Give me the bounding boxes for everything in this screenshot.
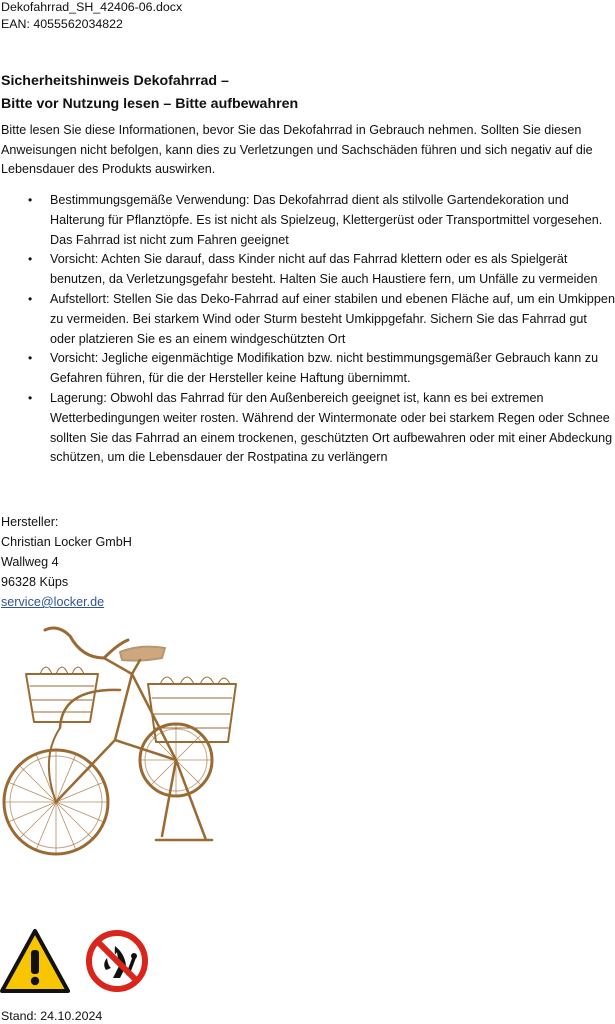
bullet-icon: •: [28, 390, 33, 405]
manufacturer-label: Hersteller:: [1, 515, 59, 529]
intro-paragraph: Bitte lesen Sie diese Informationen, bevor Sie das Dekofahrrad in Gebrauch nehmen. Sollten Sie diesen Anweisungen nicht befolgen, kann dies zu Verletzungen und Sachschäden führen und sich negativ auf die Lebensdauer des Produkts auswirken.: [1, 123, 593, 176]
title-line-1: Sicherheitshinweis Dekofahrrad –: [1, 73, 229, 89]
manufacturer-address: [1, 512, 132, 612]
document-filename: Dekofahrrad_SH_42406-06.docx: [1, 0, 183, 14]
list-item-text: Bestimmungsgemäße Verwendung: Das Dekofahrrad dient als stilvolle Gartendekoration und Halterung für Pflanztöpfe. Es ist nicht als Spielzeug, Klettergerüst oder Transportmittel vorgesehen. Das Fahrrad ist nicht zum Fahren geeignet: [50, 193, 603, 247]
ean-number: EAN: 4055562034822: [1, 17, 123, 31]
list-item-text: Vorsicht: Achten Sie darauf, dass Kinder nicht auf das Fahrrad klettern oder es als Spielgerät benutzen, da Verletzungsgefahr besteht. Halten Sie auch Haustiere fern, um Unfälle zu vermeiden: [50, 252, 598, 287]
title-line-2: Bitte vor Nutzung lesen – Bitte aufbewahren: [1, 96, 299, 112]
bullet-icon: •: [28, 291, 33, 306]
manufacturer-name: Christian Locker GmbH: [1, 535, 132, 549]
manufacturer-street: Wallweg 4: [1, 555, 59, 569]
list-item: [0, 250, 615, 290]
bullet-icon: •: [28, 351, 33, 366]
revision-date: Stand: 24.10.2024: [1, 1009, 103, 1023]
list-item-text: Aufstellort: Stellen Sie das Deko-Fahrrad auf einer stabilen und ebenen Fläche auf, um ein Umkippen zu vermeiden. Bei starkem Wind oder Sturm besteht Umkippgefahr. Sichern Sie das Fahrrad gut oder platzieren Sie es an einem windgeschützten Ort: [50, 291, 615, 346]
email-link[interactable]: service@locker.de: [1, 595, 105, 609]
list-item: [0, 389, 615, 468]
list-item: [0, 349, 615, 389]
no-open-flame-icon: [84, 928, 150, 994]
bullet-icon: •: [28, 252, 33, 267]
list-item-text: Vorsicht: Jegliche eigenmächtige Modifikation bzw. nicht bestimmungsgemäßer Gebrauch kann zu Gefahren führen, für die der Hersteller keine Haftung übernimmt.: [50, 351, 599, 386]
list-item: [0, 290, 615, 349]
safety-list: [0, 191, 615, 468]
manufacturer-city: 96328 Küps: [1, 575, 69, 589]
bullet-icon: •: [28, 193, 33, 207]
warning-triangle-icon: [0, 928, 70, 994]
list-item-text: Lagerung: Obwohl das Fahrrad für den Außenbereich geeignet ist, kann es bei extremen Wetterbedingungen weiter rosten. Während der Wintermonate oder bei starkem Regen oder Schnee sollten Sie das Fahrrad an einem trockenen, geschützten Ort aufbewahren oder mit einer Abdeckung schützen, um die Lebensdauer der Rostpatina zu verlängern: [50, 390, 613, 465]
list-item: [0, 191, 615, 250]
decorative-bicycle-image: [0, 618, 245, 910]
